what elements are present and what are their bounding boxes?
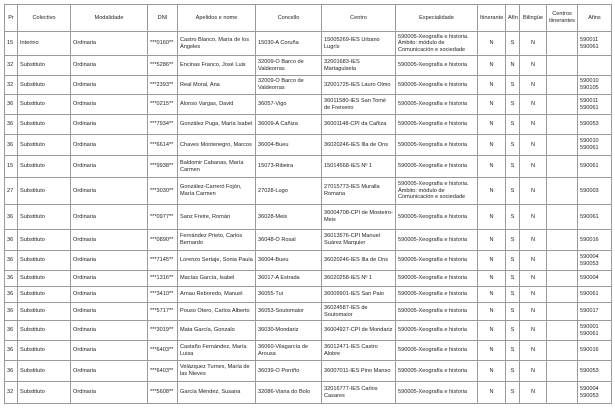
cell-colectivo: Substituto bbox=[18, 251, 71, 271]
cell-pr: 36 bbox=[5, 361, 18, 382]
cell-especialidade: 590005-Xeografía e historia bbox=[396, 230, 478, 251]
cell-colectivo: Substituto bbox=[18, 205, 71, 230]
cell-modalidade: Ordinaria bbox=[71, 115, 148, 135]
cell-concello: 32086-Viana do Bolo bbox=[256, 382, 322, 404]
header-especialidade: Especialidade bbox=[396, 5, 478, 32]
cell-centros-itinerantes bbox=[547, 287, 578, 303]
cell-apelidos-nome: García Méndez, Susana bbox=[178, 382, 256, 404]
cell-modalidade: Ordinaria bbox=[71, 32, 148, 56]
cell-bilingue: N bbox=[520, 205, 547, 230]
cell-especialidade: 590005-Xeografía e historia bbox=[396, 95, 478, 115]
cell-afin: S bbox=[506, 95, 520, 115]
cell-modalidade: Ordinaria bbox=[71, 76, 148, 95]
cell-modalidade: Ordinaria bbox=[71, 341, 148, 361]
cell-bilingue: N bbox=[520, 303, 547, 321]
cell-afins bbox=[578, 56, 612, 76]
cell-colectivo: Substituto bbox=[18, 56, 71, 76]
header-itinerante: Itinerante bbox=[478, 5, 506, 32]
cell-centros-itinerantes bbox=[547, 341, 578, 361]
cell-dni: ***6403** bbox=[148, 341, 178, 361]
cell-concello: 36004-Bueu bbox=[256, 135, 322, 156]
cell-dni: ***7934** bbox=[148, 115, 178, 135]
cell-modalidade: Ordinaria bbox=[71, 95, 148, 115]
cell-concello: 15030-A Coruña bbox=[256, 32, 322, 56]
cell-concello: 36053-Soutomaior bbox=[256, 303, 322, 321]
cell-centros-itinerantes bbox=[547, 135, 578, 156]
cell-itinerante: N bbox=[478, 382, 506, 404]
cell-apelidos-nome: Chaves Montenegro, Marcos bbox=[178, 135, 256, 156]
cell-concello: 36039-O Porriño bbox=[256, 361, 322, 382]
cell-apelidos-nome: Castro Blanco, María de los Ángeles bbox=[178, 32, 256, 56]
cell-apelidos-nome: Encinas Franco, José Luis bbox=[178, 56, 256, 76]
cell-apelidos-nome: Alonso Vargas, David bbox=[178, 95, 256, 115]
cell-concello: 36060-Vilagarcía de Arousa bbox=[256, 341, 322, 361]
table-row bbox=[5, 95, 612, 115]
cell-apelidos-nome: Pouso Otero, Carlos Alberto bbox=[178, 303, 256, 321]
cell-centros-itinerantes bbox=[547, 251, 578, 271]
cell-pr: 36 bbox=[5, 95, 18, 115]
cell-colectivo: Substituto bbox=[18, 156, 71, 178]
cell-centros-itinerantes bbox=[547, 205, 578, 230]
cell-afin: S bbox=[506, 115, 520, 135]
cell-afin: S bbox=[506, 382, 520, 404]
header-modalidade: Modalidade bbox=[71, 5, 148, 32]
cell-bilingue: N bbox=[520, 76, 547, 95]
cell-especialidade: 590005-Xeografía e historia. Ámbito: módulo de Comunicación e sociedade bbox=[396, 178, 478, 205]
cell-afin: S bbox=[506, 230, 520, 251]
header-afins: Afins bbox=[578, 5, 612, 32]
header-centros-itinerantes: Centros itinerantes bbox=[547, 5, 578, 32]
cell-pr: 36 bbox=[5, 271, 18, 287]
table-row bbox=[5, 361, 612, 382]
cell-dni: ***3019** bbox=[148, 321, 178, 341]
cell-especialidade: 590005-Xeografía e historia bbox=[396, 76, 478, 95]
cell-concello: 36028-Meis bbox=[256, 205, 322, 230]
cell-centro: 36020246-IES Illa de Ons bbox=[322, 135, 396, 156]
cell-dni: ***6403** bbox=[148, 361, 178, 382]
cell-afins: 590016 bbox=[578, 341, 612, 361]
cell-modalidade: Ordinaria bbox=[71, 156, 148, 178]
cell-pr: 15 bbox=[5, 156, 18, 178]
cell-dni: ***1316** bbox=[148, 271, 178, 287]
cell-concello: 36017-A Estrada bbox=[256, 271, 322, 287]
cell-modalidade: Ordinaria bbox=[71, 382, 148, 404]
cell-pr: 36 bbox=[5, 303, 18, 321]
cell-centro: 36012471-IES Castro Alobre bbox=[322, 341, 396, 361]
cell-modalidade: Ordinaria bbox=[71, 205, 148, 230]
cell-modalidade: Ordinaria bbox=[71, 135, 148, 156]
cell-concello: 32009-O Barco de Valdeorras bbox=[256, 56, 322, 76]
cell-afin: S bbox=[506, 135, 520, 156]
cell-bilingue: N bbox=[520, 271, 547, 287]
cell-modalidade: Ordinaria bbox=[71, 361, 148, 382]
cell-centro: 36020258-IES Nº 1 bbox=[322, 271, 396, 287]
cell-afin: S bbox=[506, 156, 520, 178]
cell-colectivo: Substituto bbox=[18, 95, 71, 115]
cell-itinerante: N bbox=[478, 76, 506, 95]
cell-centro: 36007011-IES Pino Manso bbox=[322, 361, 396, 382]
cell-dni: ***3030** bbox=[148, 178, 178, 205]
cell-bilingue: N bbox=[520, 178, 547, 205]
cell-bilingue: N bbox=[520, 56, 547, 76]
cell-afin: S bbox=[506, 32, 520, 56]
cell-itinerante: N bbox=[478, 156, 506, 178]
table-row bbox=[5, 56, 612, 76]
cell-pr: 36 bbox=[5, 251, 18, 271]
cell-especialidade: 590005-Xeografía e historia bbox=[396, 135, 478, 156]
cell-apelidos-nome: González-Carreró Fojón, María Carmen bbox=[178, 178, 256, 205]
cell-dni: ***0890** bbox=[148, 230, 178, 251]
cell-bilingue: N bbox=[520, 135, 547, 156]
table-row bbox=[5, 287, 612, 303]
cell-especialidade: 590005-Xeografía e historia bbox=[396, 321, 478, 341]
cell-centros-itinerantes bbox=[547, 32, 578, 56]
cell-especialidade: 590005-Xeografía e historia bbox=[396, 303, 478, 321]
cell-concello: 15073-Ribeira bbox=[256, 156, 322, 178]
cell-pr: 36 bbox=[5, 321, 18, 341]
cell-itinerante: N bbox=[478, 321, 506, 341]
cell-apelidos-nome: Arnau Reboredo, Manuel bbox=[178, 287, 256, 303]
cell-centros-itinerantes bbox=[547, 321, 578, 341]
cell-afin: S bbox=[506, 361, 520, 382]
cell-afins: 590016 bbox=[578, 230, 612, 251]
cell-centros-itinerantes bbox=[547, 303, 578, 321]
cell-afins: 590010 590105 bbox=[578, 76, 612, 95]
cell-pr: 32 bbox=[5, 382, 18, 404]
cell-concello: 36009-A Cañiza bbox=[256, 115, 322, 135]
cell-centros-itinerantes bbox=[547, 178, 578, 205]
cell-afin: S bbox=[506, 321, 520, 341]
cell-centros-itinerantes bbox=[547, 271, 578, 287]
cell-modalidade: Ordinaria bbox=[71, 178, 148, 205]
cell-pr: 32 bbox=[5, 76, 18, 95]
cell-afins: 590017 bbox=[578, 303, 612, 321]
cell-afins: 590061 bbox=[578, 287, 612, 303]
cell-afin: S bbox=[506, 251, 520, 271]
table-row bbox=[5, 115, 612, 135]
cell-centro: 32001725-IES Lauro Olmo bbox=[322, 76, 396, 95]
table-row bbox=[5, 382, 612, 404]
cell-centro: 36020246-IES Illa de Ons bbox=[322, 251, 396, 271]
table-row bbox=[5, 156, 612, 178]
cell-especialidade: 590005-Xeografía e historia bbox=[396, 382, 478, 404]
header-row bbox=[5, 5, 612, 32]
cell-colectivo: Substituto bbox=[18, 321, 71, 341]
cell-centros-itinerantes bbox=[547, 56, 578, 76]
header-apelidos-nome: Apelidos e nome bbox=[178, 5, 256, 32]
cell-afin: S bbox=[506, 287, 520, 303]
cell-apelidos-nome: Real Moral, Ana bbox=[178, 76, 256, 95]
cell-afins: 590061 bbox=[578, 156, 612, 178]
cell-itinerante: N bbox=[478, 361, 506, 382]
cell-pr: 36 bbox=[5, 135, 18, 156]
cell-centro: 32001683-IES Martagulsela bbox=[322, 56, 396, 76]
header-dni: DNI bbox=[148, 5, 178, 32]
cell-modalidade: Ordinaria bbox=[71, 230, 148, 251]
cell-afins: 590011 590061 bbox=[578, 95, 612, 115]
table-row bbox=[5, 251, 612, 271]
cell-colectivo: Substituto bbox=[18, 135, 71, 156]
cell-concello: 36030-Mondariz bbox=[256, 321, 322, 341]
cell-dni: ***0160** bbox=[148, 32, 178, 56]
cell-afin: S bbox=[506, 205, 520, 230]
cell-colectivo: Interino bbox=[18, 32, 71, 56]
cell-modalidade: Ordinaria bbox=[71, 251, 148, 271]
cell-centro: 36001148-CPI da Cañiza bbox=[322, 115, 396, 135]
cell-bilingue: N bbox=[520, 32, 547, 56]
table-row bbox=[5, 303, 612, 321]
cell-colectivo: Substituto bbox=[18, 361, 71, 382]
cell-itinerante: N bbox=[478, 178, 506, 205]
cell-centro: 15005269-IES Urbano Lugrís bbox=[322, 32, 396, 56]
cell-centros-itinerantes bbox=[547, 115, 578, 135]
cell-afins: 590004 590053 bbox=[578, 382, 612, 404]
cell-afins: 590001 590061 bbox=[578, 321, 612, 341]
cell-colectivo: Substituto bbox=[18, 115, 71, 135]
cell-pr: 36 bbox=[5, 205, 18, 230]
cell-apelidos-nome: Lorenzo Sertaje, Sonia Paula bbox=[178, 251, 256, 271]
cell-bilingue: N bbox=[520, 361, 547, 382]
cell-afin: N bbox=[506, 56, 520, 76]
cell-bilingue: N bbox=[520, 251, 547, 271]
cell-afins: 590061 bbox=[578, 205, 612, 230]
cell-bilingue: N bbox=[520, 341, 547, 361]
cell-afins: 590003 bbox=[578, 178, 612, 205]
cell-concello: 36055-Tui bbox=[256, 287, 322, 303]
cell-pr: 36 bbox=[5, 115, 18, 135]
cell-colectivo: Substituto bbox=[18, 303, 71, 321]
cell-centro: 36013576-CPI Manuel Suárez Marquier bbox=[322, 230, 396, 251]
cell-centros-itinerantes bbox=[547, 230, 578, 251]
table-row bbox=[5, 321, 612, 341]
cell-especialidade: 590005-Xeografía e historia bbox=[396, 361, 478, 382]
cell-centro: 36009901-IES San Paio bbox=[322, 287, 396, 303]
cell-dni: ***0977** bbox=[148, 205, 178, 230]
cell-bilingue: N bbox=[520, 156, 547, 178]
cell-centros-itinerantes bbox=[547, 361, 578, 382]
cell-afin: S bbox=[506, 303, 520, 321]
cell-afins: 590053 bbox=[578, 115, 612, 135]
header-pr: Pr bbox=[5, 5, 18, 32]
cell-centros-itinerantes bbox=[547, 76, 578, 95]
cell-dni: ***3410** bbox=[148, 287, 178, 303]
table-row bbox=[5, 76, 612, 95]
cell-itinerante: N bbox=[478, 251, 506, 271]
cell-especialidade: 590005-Xeografía e historia. Ámbito: módulo de Comunicación e sociedade bbox=[396, 32, 478, 56]
cell-colectivo: Substituto bbox=[18, 230, 71, 251]
table-row bbox=[5, 32, 612, 56]
table-row bbox=[5, 341, 612, 361]
cell-dni: ***5608** bbox=[148, 382, 178, 404]
cell-bilingue: N bbox=[520, 95, 547, 115]
cell-centro: 15014568-IES Nº 1 bbox=[322, 156, 396, 178]
cell-itinerante: N bbox=[478, 32, 506, 56]
cell-afins: 590011 590061 bbox=[578, 32, 612, 56]
cell-especialidade: 590005-Xeografía e historia bbox=[396, 205, 478, 230]
cell-bilingue: N bbox=[520, 230, 547, 251]
cell-concello: 36004-Bueu bbox=[256, 251, 322, 271]
cell-itinerante: N bbox=[478, 56, 506, 76]
cell-dni: ***7145** bbox=[148, 251, 178, 271]
cell-bilingue: N bbox=[520, 287, 547, 303]
cell-dni: ***5286** bbox=[148, 56, 178, 76]
cell-modalidade: Ordinaria bbox=[71, 303, 148, 321]
cell-itinerante: N bbox=[478, 95, 506, 115]
header-centro: Centro bbox=[322, 5, 396, 32]
cell-especialidade: 590005-Xeografía e historia bbox=[396, 251, 478, 271]
cell-colectivo: Substituto bbox=[18, 382, 71, 404]
cell-afins: 590004 590053 bbox=[578, 251, 612, 271]
table-row bbox=[5, 135, 612, 156]
cell-concello: 32009-O Barco de Valdeorras bbox=[256, 76, 322, 95]
cell-especialidade: 590005-Xeografía e historia bbox=[396, 56, 478, 76]
cell-centro: 36004927-CPI de Mondariz bbox=[322, 321, 396, 341]
cell-bilingue: N bbox=[520, 321, 547, 341]
cell-especialidade: 590005-Xeografía e historia bbox=[396, 341, 478, 361]
cell-itinerante: N bbox=[478, 303, 506, 321]
cell-afins: 590004 bbox=[578, 271, 612, 287]
cell-especialidade: 590005-Xeografía e historia bbox=[396, 156, 478, 178]
cell-pr: 36 bbox=[5, 341, 18, 361]
cell-dni: ***0215** bbox=[148, 95, 178, 115]
cell-itinerante: N bbox=[478, 135, 506, 156]
cell-afin: S bbox=[506, 76, 520, 95]
cell-dni: ***6614** bbox=[148, 135, 178, 156]
header-afin: Afín bbox=[506, 5, 520, 32]
cell-bilingue: N bbox=[520, 115, 547, 135]
cell-pr: 15 bbox=[5, 32, 18, 56]
cell-pr: 32 bbox=[5, 56, 18, 76]
cell-bilingue: N bbox=[520, 382, 547, 404]
header-concello: Concello bbox=[256, 5, 322, 32]
header-colectivo: Colectivo bbox=[18, 5, 71, 32]
cell-apelidos-nome: Macías García, Isabel bbox=[178, 271, 256, 287]
cell-centros-itinerantes bbox=[547, 95, 578, 115]
cell-dni: ***2393** bbox=[148, 76, 178, 95]
header-bilingue: Bilingüe bbox=[520, 5, 547, 32]
cell-modalidade: Ordinaria bbox=[71, 287, 148, 303]
cell-especialidade: 590005-Xeografía e historia bbox=[396, 271, 478, 287]
cell-itinerante: N bbox=[478, 271, 506, 287]
cell-modalidade: Ordinaria bbox=[71, 321, 148, 341]
cell-afins: 590053 bbox=[578, 361, 612, 382]
cell-apelidos-nome: Baldomir Cabanas, María Carmen bbox=[178, 156, 256, 178]
cell-dni: ***5717** bbox=[148, 303, 178, 321]
cell-centros-itinerantes bbox=[547, 382, 578, 404]
cell-itinerante: N bbox=[478, 230, 506, 251]
cell-colectivo: Substituto bbox=[18, 287, 71, 303]
cell-itinerante: N bbox=[478, 287, 506, 303]
cell-modalidade: Ordinaria bbox=[71, 56, 148, 76]
cell-itinerante: N bbox=[478, 205, 506, 230]
cell-centro: 36024587-IES de Soutomaior bbox=[322, 303, 396, 321]
cell-afins: 590010 590061 bbox=[578, 135, 612, 156]
cell-apelidos-nome: Velázquez Turnes, María de las Nieves bbox=[178, 361, 256, 382]
cell-pr: 36 bbox=[5, 287, 18, 303]
cell-colectivo: Substituto bbox=[18, 271, 71, 287]
table-row bbox=[5, 230, 612, 251]
cell-apelidos-nome: González Puga, María Isabel bbox=[178, 115, 256, 135]
cell-centros-itinerantes bbox=[547, 156, 578, 178]
cell-especialidade: 590005-Xeografía e historia bbox=[396, 115, 478, 135]
cell-modalidade: Ordinaria bbox=[71, 271, 148, 287]
assignments-table bbox=[4, 4, 612, 404]
table-row bbox=[5, 178, 612, 205]
cell-especialidade: 590005-Xeografía e historia bbox=[396, 287, 478, 303]
cell-concello: 36048-O Rosal bbox=[256, 230, 322, 251]
cell-apelidos-nome: Castaño Fernández, María Luisa bbox=[178, 341, 256, 361]
cell-centro: 36011580-IES San Tomé de Freixeiro bbox=[322, 95, 396, 115]
cell-colectivo: Substituto bbox=[18, 76, 71, 95]
cell-itinerante: N bbox=[478, 341, 506, 361]
cell-afin: S bbox=[506, 178, 520, 205]
cell-itinerante: N bbox=[478, 115, 506, 135]
cell-afin: S bbox=[506, 341, 520, 361]
cell-colectivo: Substituto bbox=[18, 341, 71, 361]
cell-concello: 36057-Vigo bbox=[256, 95, 322, 115]
cell-apelidos-nome: Mata García, Gonzalo bbox=[178, 321, 256, 341]
cell-afin: S bbox=[506, 271, 520, 287]
cell-colectivo: Substituto bbox=[18, 178, 71, 205]
cell-concello: 27028-Lugo bbox=[256, 178, 322, 205]
cell-centro: 32016777-IES Carlos Casares bbox=[322, 382, 396, 404]
cell-dni: ***9938** bbox=[148, 156, 178, 178]
cell-pr: 36 bbox=[5, 230, 18, 251]
table-row bbox=[5, 205, 612, 230]
cell-centro: 36004708-CPI de Mosteiro-Meis bbox=[322, 205, 396, 230]
table-row bbox=[5, 271, 612, 287]
cell-apelidos-nome: Sanz Freire, Román bbox=[178, 205, 256, 230]
cell-centro: 27015773-IES Muralla Romana bbox=[322, 178, 396, 205]
cell-pr: 27 bbox=[5, 178, 18, 205]
cell-apelidos-nome: Fernández Prieto, Carlos Bernardo bbox=[178, 230, 256, 251]
